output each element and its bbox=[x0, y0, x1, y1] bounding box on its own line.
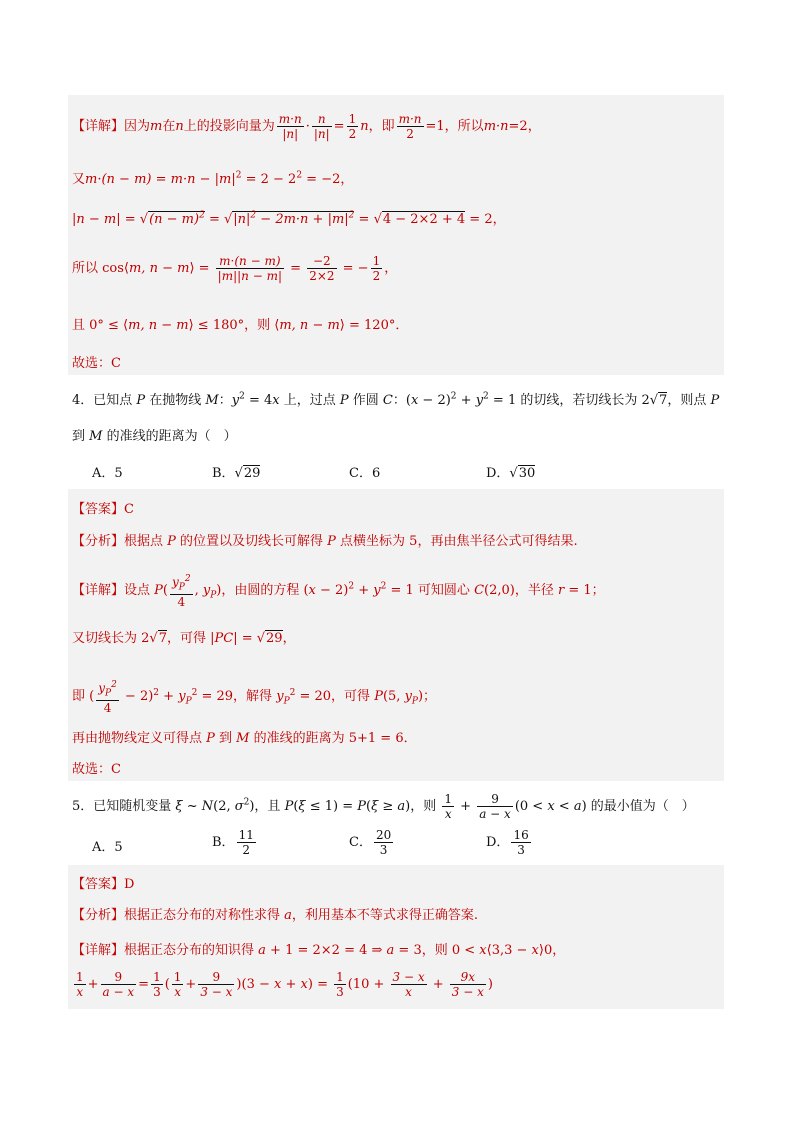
q4-detail-1: 【详解】设点 P( $\frac{y_P^2}{4}$ , $y_P$)，由圆的方程 $(x - 2)^2 + y^2 = 1$ 可知圆心 C(2,0)，半径 r = 1； bbox=[72, 574, 605, 610]
answer-tag: 【答案】 bbox=[72, 877, 125, 892]
analysis-tag: 【分析】 bbox=[72, 534, 125, 549]
detail-tag: 【详解】 bbox=[72, 943, 125, 958]
answer-value: C bbox=[124, 502, 134, 517]
q4-detail-3: 即 ( $\frac{y_P^2}{4}$ − $2)^2 + y_P^2 = 29$，解得 $y_P^2 = 20$，可得 P(5, $y_P$)； bbox=[72, 680, 437, 716]
q4-option-b: B．√29 bbox=[212, 466, 261, 481]
detail-tag: 【详解】 bbox=[72, 583, 125, 599]
q5-analysis: 【分析】根据正态分布的对称性求得 a，利用基本不等式求得正确答案. bbox=[72, 908, 479, 923]
q4-stem-line-1: 4．已知点 P 在抛物线 M：$y^2 = 4x$ 上，过点 P 作圆 C：$(x - 2)^2 + y^2 = 1$ 的切线，若切线长为 2√7，则点 P bbox=[72, 391, 720, 408]
q4-option-d: D．√30 bbox=[486, 466, 536, 481]
q4-analysis: 【分析】根据点 P 的位置以及切线长可解得 P 点横坐标为 5，再由焦半径公式可得结果. bbox=[72, 534, 578, 549]
detail-line-4: 所以 cos⟨m, n − m⟩ = $\frac{m\cdot(n - m)}{|m||n - m|}$ = $\frac{-2}{2\times 2}$ = − $\frac{1}{2}$ ， bbox=[72, 254, 398, 283]
q5-option-c: C． $\frac{20}{3}$ bbox=[349, 828, 392, 857]
q5-stem: 5．已知随机变量 ξ ~ N(2, $\sigma^2$)，且 P(ξ ≤ 1) = P(ξ ≥ a)，则 $\frac{1}{x}$ + $\frac{9}{a - x}$ (0 < x < a) 的最小值为（ ） bbox=[72, 792, 695, 821]
q5-option-d: D． $\frac{16}{3}$ bbox=[486, 828, 529, 857]
q4-answer bbox=[72, 498, 134, 517]
q5-detail-2: $\frac{1}{x}$ + $\frac{9}{a - x}$ = $\frac{1}{3}$ ( $\frac{1}{x}$ + $\frac{9}{3 - x}$ )(3 − x + x) = $\frac{1}{3}$ (10 + $\frac{3 - x}{x}$ + $\frac{9x}{3 - x}$ ) bbox=[76, 970, 493, 999]
detail-line-2: 又$m\cdot(n - m) = m\cdot n - |m|^2 = 2 - 2^2 = -2$， bbox=[72, 170, 354, 187]
q4-option-a: A．5 bbox=[92, 466, 123, 481]
q5-answer bbox=[72, 873, 134, 892]
detail-line-5: 且 0° ≤ ⟨m, n − m⟩ ≤ 180°，则 ⟨m, n − m⟩ = 120°． bbox=[72, 318, 409, 333]
detail-text: 因为m在n上的投影向量为 $\frac{m\cdot n}{|n|}$ · $\frac{n}{|n|}$ = $\frac{1}{2}$ n，即 $\frac{m\cdot n}{2}$ =1，所以m·n=2， bbox=[124, 112, 541, 141]
q4-detail-2: 又切线长为 2√7，可得 |PC| = √29， bbox=[72, 631, 296, 646]
q4-option-c: C．6 bbox=[349, 466, 381, 481]
answer-tag: 【答案】 bbox=[72, 502, 125, 517]
analysis-tag: 【分析】 bbox=[72, 908, 125, 923]
detail-line-3: $|n - m| = √(n - m)^2 = √|n|^2 - 2m\cdot n + |m|^2 = √4 - 2\times 2 + 4 = 2$， bbox=[72, 210, 506, 227]
q5-option-b: B． $\frac{11}{2}$ bbox=[212, 828, 254, 857]
q4-detail-5: 故选：C bbox=[72, 762, 121, 777]
q5-option-a: A．5 bbox=[92, 840, 123, 855]
answer-value: D bbox=[124, 877, 135, 892]
detail-line-1 bbox=[72, 112, 541, 141]
detail-tag: 【详解】 bbox=[72, 119, 125, 134]
q4-stem-line-2: 到 M 的准线的距离为（ ） bbox=[72, 429, 237, 444]
q5-detail-1: 【详解】根据正态分布的知识得 a + 1 = 2×2 = 4 ⇒ a = 3，则 0 < x⟨3,3 − x⟩0， bbox=[72, 943, 566, 958]
q4-detail-4: 再由抛物线定义可得点 P 到 M 的准线的距离为 5+1 = 6． bbox=[72, 731, 417, 746]
detail-line-6: 故选：C bbox=[72, 356, 121, 371]
